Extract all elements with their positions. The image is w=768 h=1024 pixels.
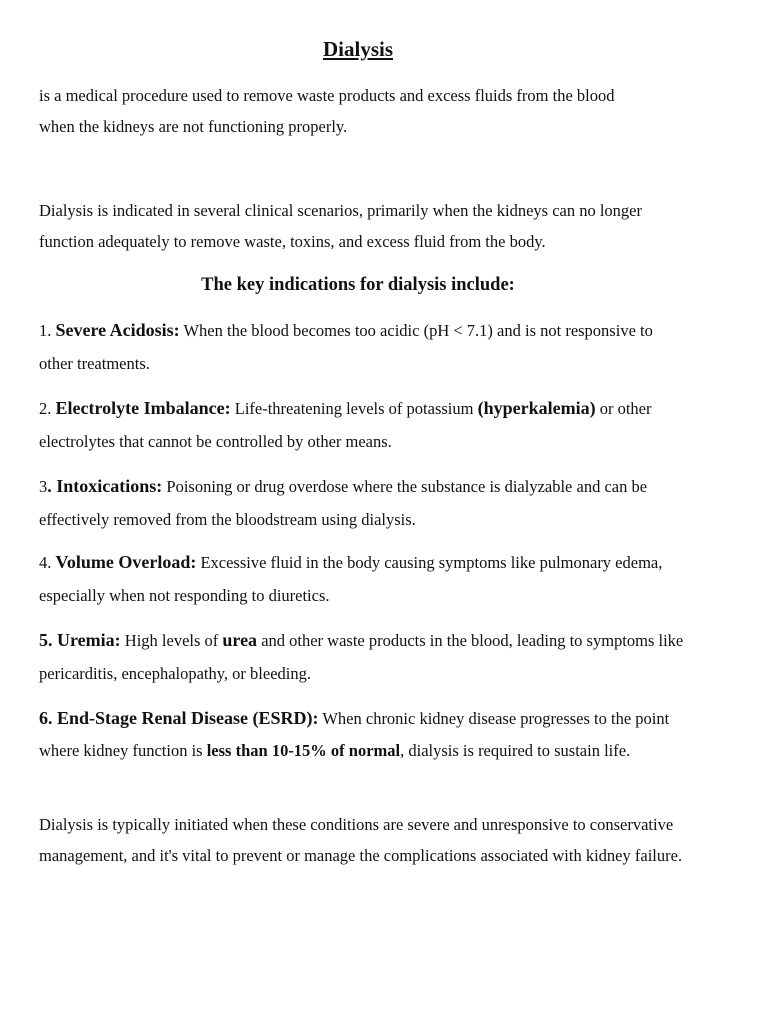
item-number: 4. <box>39 553 52 572</box>
item-text-before: High levels of <box>120 631 223 650</box>
item-number-term: 5. Uremia: <box>39 630 121 650</box>
indication-item-4 <box>39 546 689 612</box>
item-number-term: 6. End-Stage Renal Disease (ESRD): <box>39 708 319 728</box>
item-number: 1. <box>39 321 52 340</box>
indication-intro-paragraph: Dialysis is indicated in several clinical scenarios, primarily when the kidneys can no longer function adequately to remove waste, toxins, and excess fluid from the body. <box>39 201 642 251</box>
indication-item-6 <box>39 702 689 767</box>
item-text-after: , dialysis is required to sustain life. <box>400 741 631 760</box>
item-term: . Intoxications: <box>47 476 163 496</box>
intro-line-1: is a medical procedure used to remove waste products and excess fluids from the blood <box>39 86 615 105</box>
item-term: Electrolyte Imbalance: <box>55 398 231 418</box>
item-text-after: and other waste products in the blood, leading to symptoms like pericarditis, encephalopathy, or bleeding. <box>39 631 684 683</box>
indication-item-5 <box>39 624 689 690</box>
intro-line-2: when the kidneys are not functioning properly. <box>39 117 348 136</box>
document-title: Dialysis <box>322 37 393 61</box>
conclusion-paragraph: Dialysis is typically initiated when these conditions are severe and unresponsive to conservative management, and it's vital to prevent or manage the complications associated with kidney failure. <box>39 815 683 865</box>
indication-item-1 <box>39 314 689 380</box>
indication-item-3 <box>39 470 689 536</box>
item-text-before: When chronic kidney disease progresses to the point where kidney function is <box>39 709 670 760</box>
item-number: 3 <box>39 477 48 496</box>
item-term: Severe Acidosis: <box>55 320 180 340</box>
item-text-before: Life-threatening levels of potassium <box>230 399 478 418</box>
item-text: When the blood becomes too acidic (pH < 7.1) and is not responsive to other treatments. <box>39 321 653 373</box>
section-subheading: The key indications for dialysis include: <box>201 275 515 295</box>
item-highlight: (hyperkalemia) <box>477 398 596 418</box>
intro-paragraph <box>39 80 689 142</box>
item-text-after: or other electrolytes that cannot be controlled by other means. <box>39 399 652 451</box>
item-highlight: less than 10-15% of normal <box>206 741 401 760</box>
item-highlight: urea <box>222 630 258 650</box>
item-number: 2. <box>39 399 52 418</box>
item-term: Volume Overload: <box>55 552 197 572</box>
item-text: Excessive fluid in the body causing symptoms like pulmonary edema, especially when not responding to diuretics. <box>39 553 663 605</box>
item-text: Poisoning or drug overdose where the substance is dialyzable and can be effectively removed from the bloodstream using dialysis. <box>39 477 648 529</box>
indication-item-2 <box>39 392 689 458</box>
